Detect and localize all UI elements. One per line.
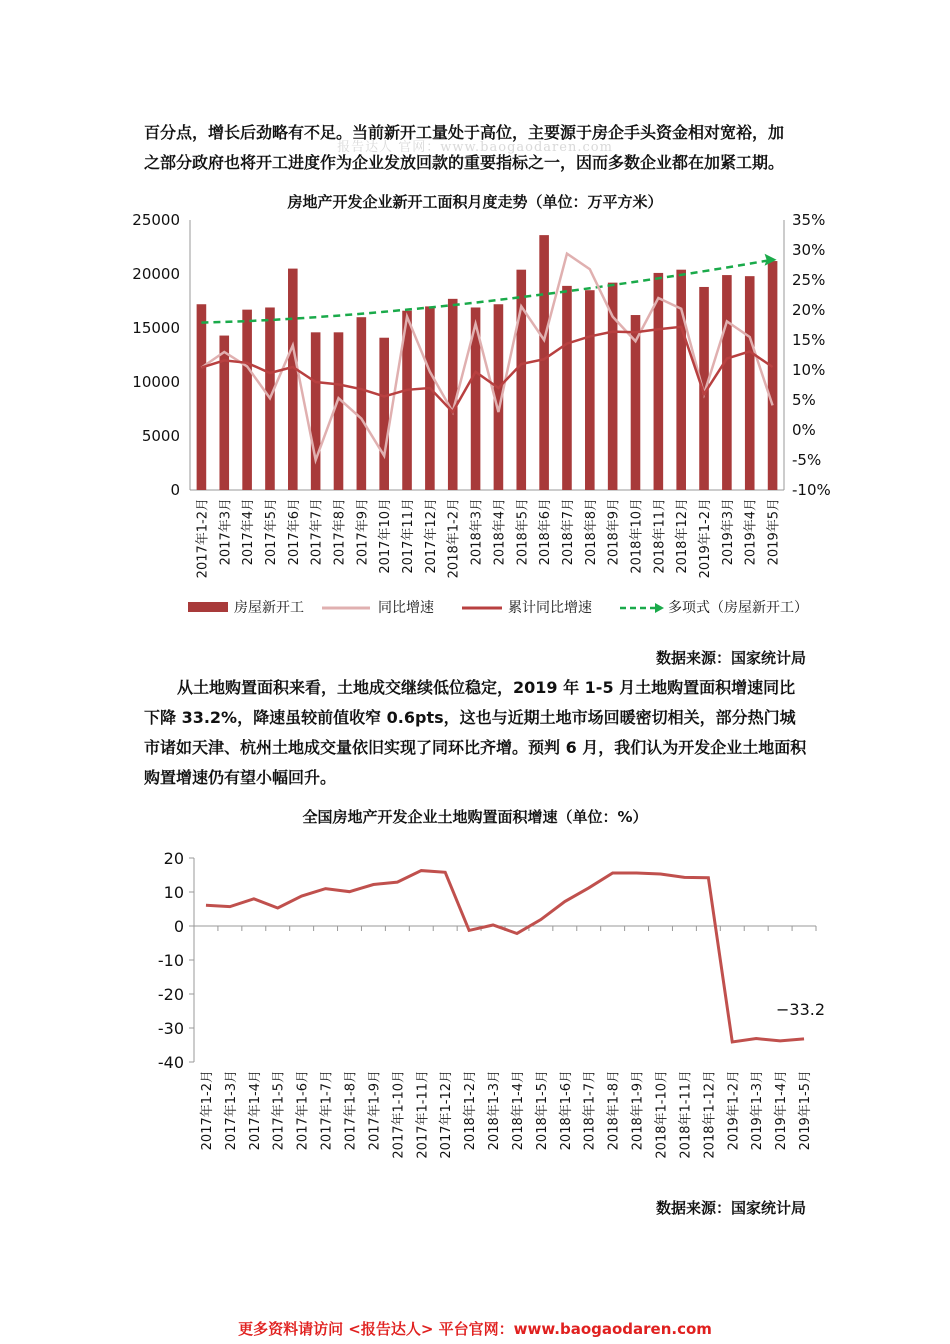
chart1-x-tick-label: 2017年11月 <box>401 498 417 574</box>
chart2-y-tick-label: 10 <box>163 883 184 902</box>
chart1-legend-label: 同比增速 <box>378 600 434 616</box>
chart1-x-tick-label: 2017年3月 <box>218 498 234 566</box>
chart1-bar <box>242 310 252 490</box>
chart2-land-purchase <box>130 840 850 1180</box>
chart1-x-tick-label: 2018年9月 <box>606 497 622 566</box>
chart1-bar <box>562 286 572 490</box>
chart2-annotation: −33.2 <box>776 999 826 1019</box>
chart2-x-tick-label: 2018年1-4月 <box>510 1070 526 1151</box>
chart1-x-tick-label: 2018年4月 <box>492 498 508 566</box>
chart2-y-tick-label: -20 <box>157 985 184 1004</box>
chart1-title: 房地产开发企业新开工面积月度走势（单位：万平方米） <box>287 193 663 211</box>
chart2-x-tick-label: 2017年1-7月 <box>319 1070 335 1151</box>
chart2-x-tick-label: 2017年1-5月 <box>271 1070 287 1151</box>
chart1-bar <box>676 270 686 490</box>
chart1-bar <box>357 317 367 490</box>
chart1-bar <box>768 261 778 490</box>
chart1-y2-tick-label: 10% <box>792 361 826 379</box>
chart1-y-tick-label: 20000 <box>132 265 180 283</box>
chart1-x-tick-label: 2018年1-2月 <box>446 498 462 579</box>
chart2-x-tick-label: 2017年1-11月 <box>415 1070 431 1159</box>
chart1-new-construction <box>120 205 860 625</box>
chart1-legend-label: 多项式（房屋新开工） <box>668 600 808 616</box>
chart1-y2-tick-label: 0% <box>792 421 816 439</box>
paragraph-1-line-2: 之部分政府也将开工进度作为企业发放回款的重要指标之一，因而多数企业都在加紧工期。 <box>144 153 785 172</box>
chart1-source: 数据来源：国家统计局 <box>655 649 806 667</box>
chart2-x-tick-label: 2018年1-5月 <box>534 1070 550 1151</box>
chart1-y-tick-label: 0 <box>170 481 180 499</box>
chart2-x-tick-label: 2018年1-12月 <box>702 1070 718 1159</box>
chart1-bar <box>197 304 207 490</box>
chart1-y-tick-label: 10000 <box>132 373 180 391</box>
chart1-bar <box>722 275 732 490</box>
chart1-x-tick-label: 2019年4月 <box>743 498 759 566</box>
chart1-legend-label: 房屋新开工 <box>234 600 304 616</box>
chart2-x-tick-label: 2017年1-9月 <box>367 1070 383 1151</box>
chart1-y-tick-label: 25000 <box>132 211 180 229</box>
chart1-legend-trend-arrow <box>655 603 664 613</box>
paragraph-1 <box>144 118 808 178</box>
chart1-y2-tick-label: 20% <box>792 301 826 319</box>
chart1-bar <box>516 270 526 490</box>
chart2-y-tick-label: -30 <box>157 1019 184 1038</box>
chart2-source: 数据来源：国家统计局 <box>655 1199 806 1217</box>
chart2-x-tick-label: 2017年1-8月 <box>343 1070 359 1151</box>
chart2-x-tick-label: 2018年1-9月 <box>630 1070 646 1151</box>
chart2-x-tick-label: 2019年1-5月 <box>798 1070 814 1151</box>
chart1-x-tick-label: 2019年3月 <box>720 498 736 566</box>
chart1-y2-tick-label: -5% <box>792 451 822 469</box>
chart2-land-line <box>206 871 804 1042</box>
chart2-x-tick-label: 2017年1-2月 <box>199 1070 215 1151</box>
chart1-x-tick-label: 2018年7月 <box>560 498 576 566</box>
footer-link[interactable]: 更多资料请访问 <报告达人> 平台官网：www.baogaodaren.com <box>238 1320 712 1338</box>
chart1-y-tick-label: 5000 <box>141 427 180 445</box>
chart1-y2-tick-label: 25% <box>792 271 826 289</box>
chart1-x-tick-label: 2018年11月 <box>652 498 668 574</box>
chart1-x-tick-label: 2017年1-2月 <box>195 498 211 579</box>
chart1-trend-line <box>201 260 772 323</box>
chart1-legend-label: 累计同比增速 <box>508 600 592 616</box>
chart2-y-tick-label: 0 <box>173 917 184 936</box>
chart1-x-tick-label: 2017年10月 <box>378 498 394 574</box>
chart2-title: 全国房地产开发企业土地购置面积增速（单位：%） <box>302 808 648 826</box>
chart1-x-tick-label: 2017年4月 <box>241 498 257 566</box>
chart1-y-tick-label: 15000 <box>132 319 180 337</box>
chart1-bar <box>745 276 755 490</box>
chart2-x-tick-label: 2017年1-10月 <box>391 1070 407 1159</box>
chart1-x-tick-label: 2018年10月 <box>629 498 645 574</box>
chart2-y-tick-label: -40 <box>157 1053 184 1072</box>
chart1-x-tick-label: 2018年3月 <box>469 498 485 566</box>
chart2-x-tick-label: 2019年1-3月 <box>750 1070 766 1151</box>
chart2-x-tick-label: 2019年1-4月 <box>774 1070 790 1151</box>
chart1-bar <box>311 332 321 490</box>
chart1-y2-tick-label: 35% <box>792 211 826 229</box>
chart2-x-tick-label: 2018年1-11月 <box>678 1070 694 1159</box>
chart1-bar <box>539 235 549 490</box>
paragraph-2: 从土地购置面积来看，土地成交继续低位稳定，2019 年 1-5 月土地购置面积增速同比下降 33.2%，降速虽较前值收窄 0.6pts，这也与近期土地市场回暖密切相关，部分热门城市诸如天津、杭州土地成交量依旧实现了同环比齐增。预判 6 月，我们认为开发企业土地面积购置增速仍有望小幅回升。 <box>144 678 807 787</box>
chart1-x-tick-label: 2017年6月 <box>286 498 302 566</box>
chart2-x-tick-label: 2018年1-10月 <box>654 1070 670 1159</box>
chart2-x-tick-label: 2018年1-8月 <box>606 1070 622 1151</box>
chart1-x-tick-label: 2017年12月 <box>423 498 439 574</box>
chart2-x-tick-label: 2019年1-2月 <box>726 1070 742 1151</box>
chart1-x-tick-label: 2018年8月 <box>583 498 599 566</box>
chart1-yoy-line <box>201 254 772 460</box>
chart1-x-tick-label: 2019年5月 <box>766 498 782 566</box>
chart1-y2-tick-label: 30% <box>792 241 826 259</box>
paragraph-1-line-1: 百分点，增长后劲略有不足。当前新开工量处于高位，主要源于房企手头资金相对宽裕，加 <box>144 123 785 142</box>
chart1-x-tick-label: 2018年5月 <box>515 498 531 566</box>
chart1-bar <box>288 269 298 490</box>
chart2-x-tick-label: 2017年1-12月 <box>439 1070 455 1159</box>
chart1-bar <box>585 290 595 490</box>
chart1-x-tick-label: 2017年8月 <box>332 498 348 566</box>
chart1-bar <box>379 338 389 490</box>
chart2-y-tick-label: 20 <box>163 849 184 868</box>
chart2-x-tick-label: 2017年1-4月 <box>247 1070 263 1151</box>
chart1-x-tick-label: 2018年12月 <box>675 498 691 574</box>
chart1-y2-tick-label: 5% <box>792 391 816 409</box>
chart1-x-tick-label: 2017年7月 <box>309 498 325 566</box>
chart1-x-tick-label: 2017年5月 <box>263 498 279 566</box>
chart1-y2-tick-label: -10% <box>792 481 831 499</box>
chart1-legend-swatch-bar <box>188 602 228 612</box>
chart1-y2-tick-label: 15% <box>792 331 826 349</box>
chart2-x-tick-label: 2017年1-3月 <box>223 1070 239 1151</box>
chart2-x-tick-label: 2018年1-6月 <box>558 1070 574 1151</box>
chart1-bar <box>219 336 229 490</box>
chart1-x-tick-label: 2017年9月 <box>355 498 371 566</box>
chart2-x-tick-label: 2018年1-7月 <box>582 1070 598 1151</box>
chart1-bar <box>334 332 344 490</box>
chart2-x-tick-label: 2018年1-3月 <box>487 1070 503 1151</box>
chart1-x-tick-label: 2018年6月 <box>538 498 554 566</box>
chart1-x-tick-label: 2019年1-2月 <box>698 498 714 579</box>
watermark: 报告达人 官网：www.baogaodaren.com <box>337 140 613 155</box>
chart1-bar <box>425 306 435 490</box>
chart2-x-tick-label: 2018年1-2月 <box>463 1070 479 1151</box>
chart2-y-tick-label: -10 <box>157 951 184 970</box>
chart2-x-tick-label: 2017年1-6月 <box>295 1070 311 1151</box>
